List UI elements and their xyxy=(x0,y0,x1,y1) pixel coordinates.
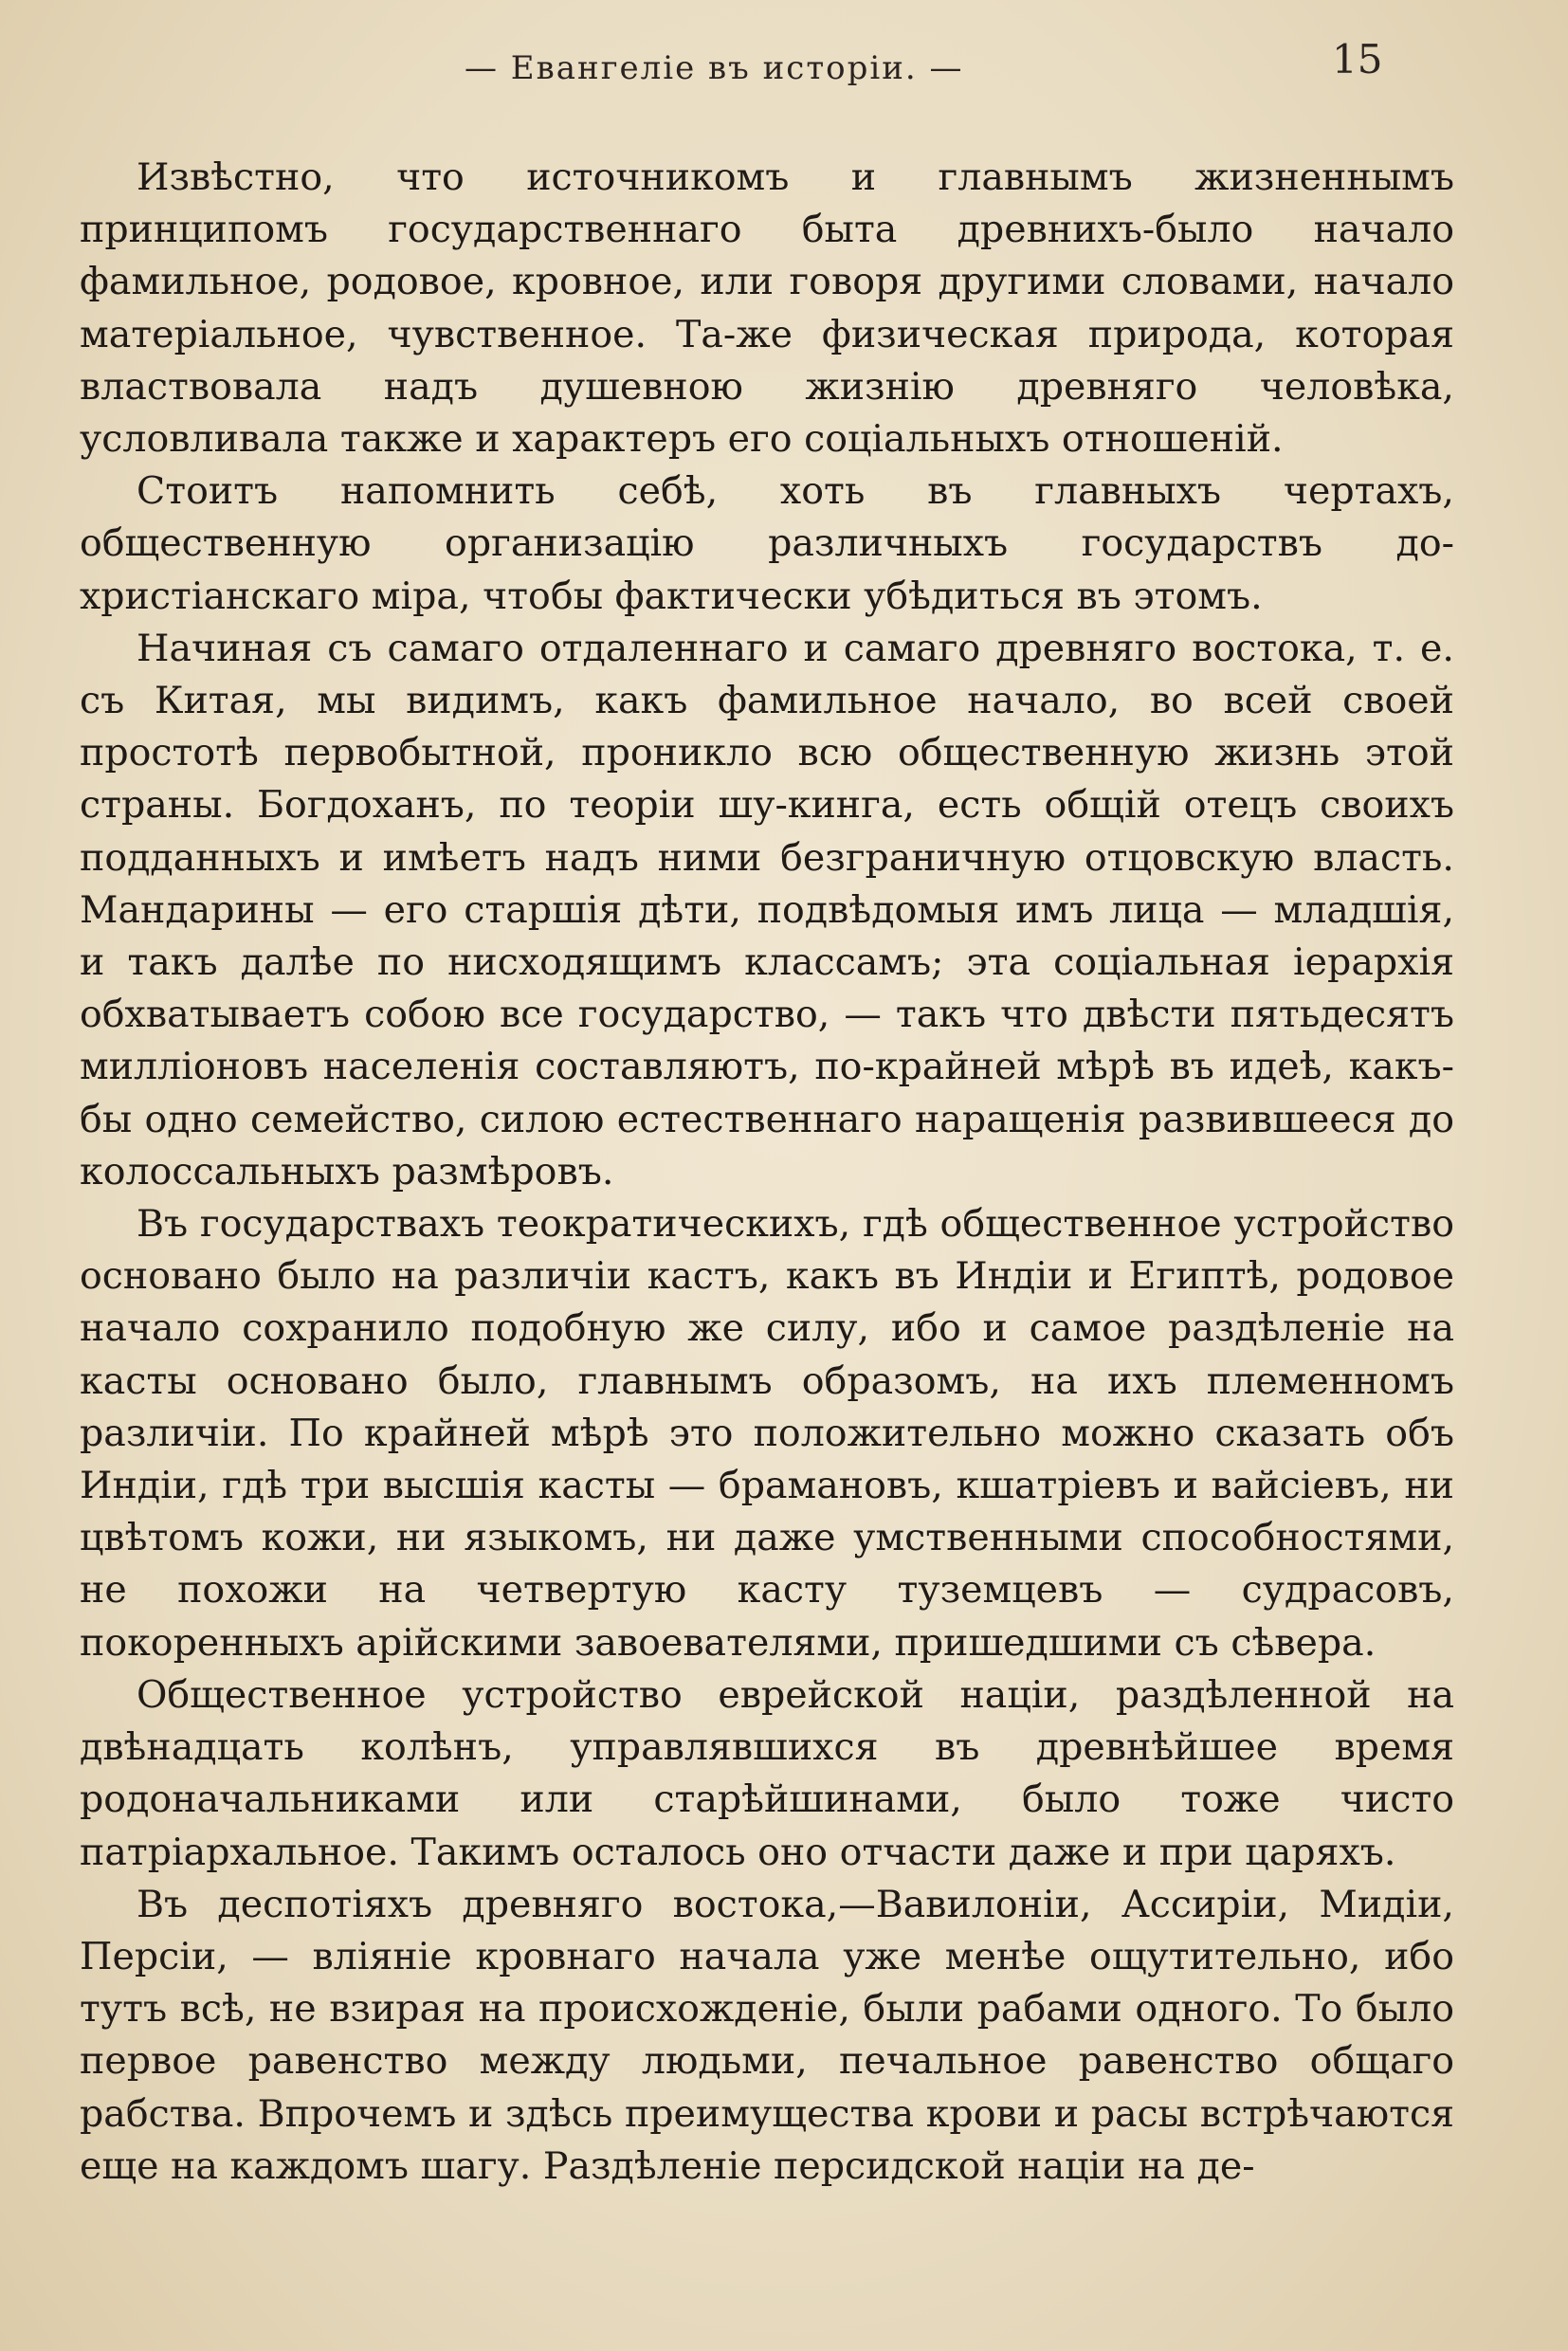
paragraph: Въ государствахъ теократическихъ, гдѣ общественное устройство основано было на различіи кастъ, какъ въ Индіи и Египтѣ, родовое начало сохранило подобную же силу, ибо и самое раздѣленіе на касты основано было, главнымъ образомъ, на ихъ племенномъ различіи. По крайней мѣрѣ это положительно можно сказать объ Индіи, гдѣ три высшія касты — брамановъ, кшатріевъ и вайсіевъ, ни цвѣтомъ кожи, ни языкомъ, ни даже умственными способностями, не похожи на четвертую касту туземцевъ — судрасовъ, покоренныхъ арійскими завоевателями, пришедшими съ сѣвера. xyxy=(80,1202,1454,1665)
page-number: 15 xyxy=(1332,36,1383,82)
paragraph: Общественное устройство еврейской націи, раздѣленной на двѣнадцать колѣнъ, управлявшихся въ древнѣйшее время родоначальниками или старѣйшинами, было тоже чисто патріархальное. Такимъ осталось оно отчасти даже и при царяхъ. xyxy=(80,1672,1454,1874)
body-text xyxy=(80,152,1454,2193)
paragraph: Стоитъ напомнить себѣ, хоть въ главныхъ чертахъ, общественную организацію различныхъ государствъ до-христіанскаго міра, чтобы фактически убѣдиться въ этомъ. xyxy=(80,469,1454,618)
paragraph: Начиная съ самаго отдаленнаго и самаго древняго востока, т. е. съ Китая, мы видимъ, какъ фамильное начало, во всей своей простотѣ первобытной, проникло всю общественную жизнь этой страны. Богдоханъ, по теоріи шу-кинга, есть общій отецъ своихъ подданныхъ и имѣетъ надъ ними безграничную отцовскую власть. Мандарины — его старшія дѣти, подвѣдомыя имъ лица — младшія, и такъ далѣе по нисходящимъ классамъ; эта соціальная іерархія обхватываетъ собою все государство, — такъ что двѣсти пятьдесятъ милліоновъ населенія составляютъ, по-крайней мѣрѣ въ идеѣ, какъ-бы одно семейство, силою естественнаго наращенія развившееся до колоссальныхъ размѣровъ. xyxy=(80,626,1454,1194)
paragraph: Извѣстно, что источникомъ и главнымъ жизненнымъ принципомъ государственнаго быта древнихъ-было начало фамильное, родовое, кровное, или говоря другими словами, начало матеріальное, чувственное. Та-же физическая природа, которая властвовала надъ душевною жизнію древняго человѣка, условливала также и характеръ его соціальныхъ отношеній. xyxy=(80,155,1454,462)
paragraph: Въ деспотіяхъ древняго востока,—Вавилоніи, Ассиріи, Мидіи, Персіи, — вліяніе кровнаго начала уже менѣе ощутительно, ибо тутъ всѣ, не взирая на происхожденіе, были рабами одного. То было первое равенство между людьми, печальное равенство общаго рабства. Впрочемъ и здѣсь преимущества крови и расы встрѣчаются еще на каждомъ шагу. Раздѣленіе персидской націи на де- xyxy=(80,1882,1454,2188)
running-title: — Евангеліе въ исторіи. — xyxy=(465,49,964,87)
